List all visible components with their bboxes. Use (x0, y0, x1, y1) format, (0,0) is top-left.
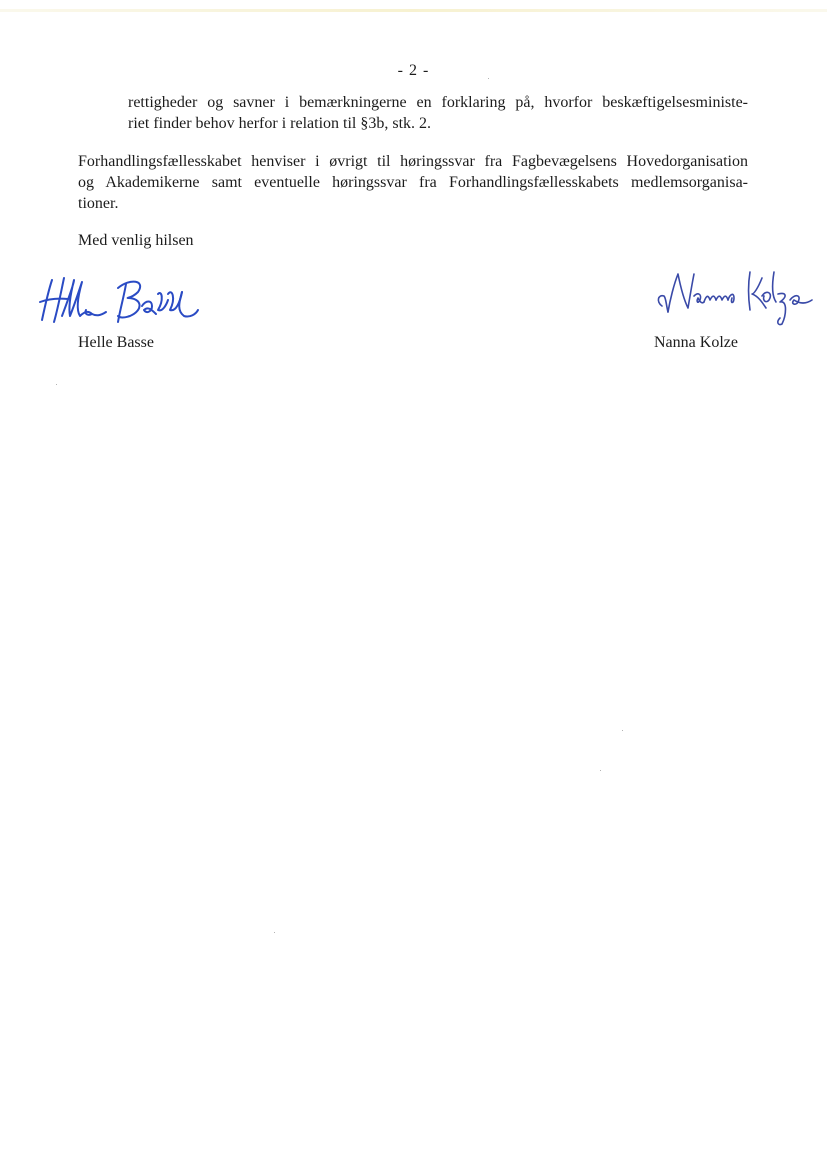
scan-speck (274, 932, 275, 933)
signature-block-left (34, 270, 234, 360)
signature-nanna-kolze (654, 266, 827, 328)
paragraph-line: og Akademikerne samt eventuelle høringssvar fra Forhandlingsfællesskabets medlemsorganisa- (78, 174, 748, 191)
paragraph-line: rettigheder og savner i bemærkningerne en forklaring på, hvorfor beskæftigelsesministe- (128, 94, 748, 111)
signatory-name: Helle Basse (78, 334, 154, 351)
scan-edge-rule (0, 9, 827, 12)
paragraph-line: Forhandlingsfællesskabet henviser i øvrigt til høringssvar fra Fagbevægelsens Hovedorganisation (78, 153, 748, 170)
signatory-name: Nanna Kolze (654, 334, 738, 351)
closing-salutation: Med venlig hilsen (78, 232, 194, 249)
scan-speck (56, 384, 57, 385)
signature-helle-basse (34, 270, 204, 332)
scan-speck (488, 78, 489, 79)
signature-block-right (640, 262, 820, 362)
paragraph-1 (128, 92, 748, 134)
paragraph-2 (78, 151, 748, 214)
paragraph-line: riet finder behov herfor i relation til §3b, stk. 2. (128, 115, 432, 132)
paragraph-line: tioner. (78, 195, 119, 212)
page-number: - 2 - (397, 62, 430, 79)
scan-speck (600, 770, 601, 771)
scan-speck (622, 730, 623, 731)
